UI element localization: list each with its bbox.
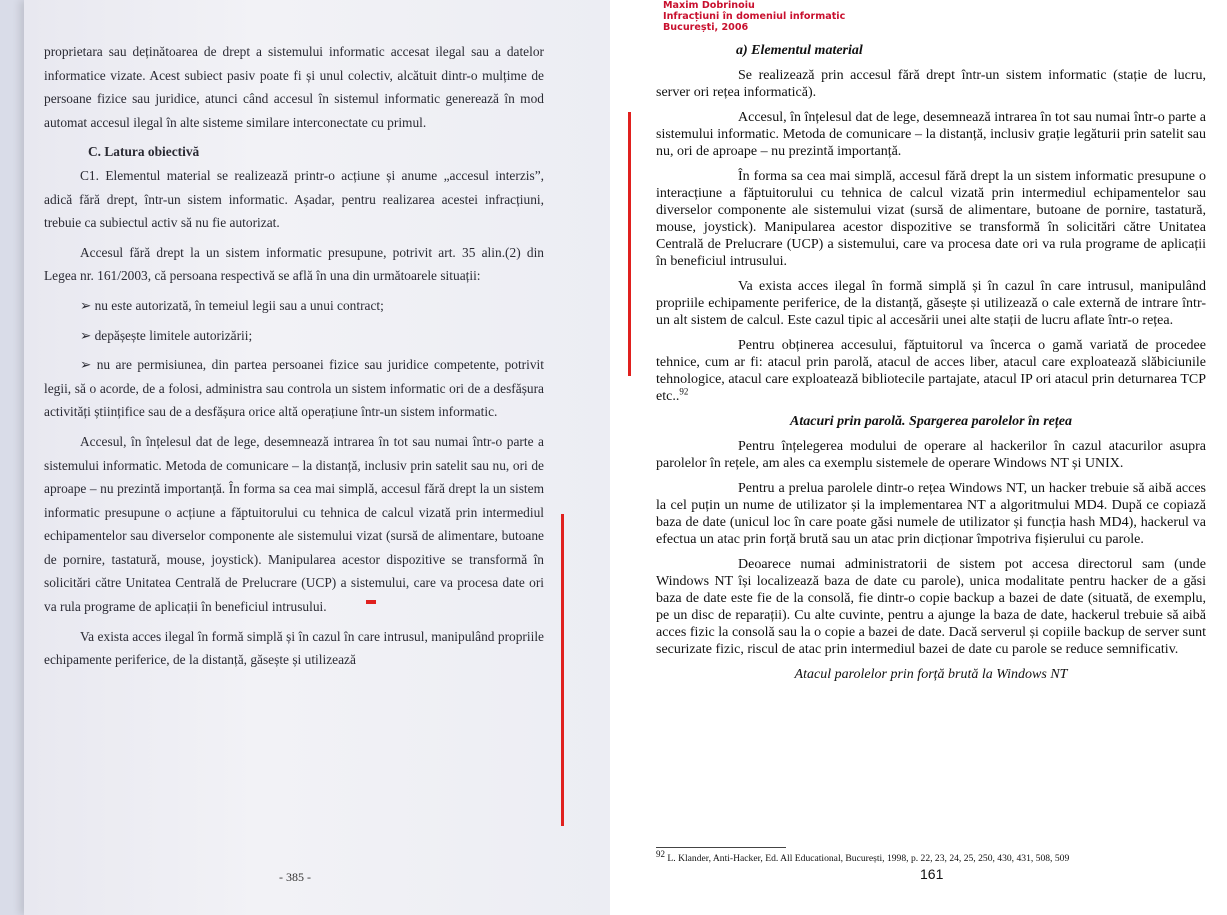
left-paragraph: C1. Elementul material se realizează printr-o acțiune și anume „accesul interzis”, adică fără drept, într-un sistem informatic. Așadar, pentru realizarea acestei infracțiuni, trebuie ca subiectul activ să nu fie autorizat. bbox=[44, 167, 544, 231]
footnote-text: L. Klander, Anti-Hacker, Ed. All Educational, București, 1998, p. 22, 23, 24, 25, 250, 430, 431, 508, 509 bbox=[667, 853, 1070, 864]
footnote bbox=[656, 848, 1216, 864]
paragraph: Va exista acces ilegal în formă simplă și în cazul în care intrusul, manipulând propriile echipamente periferice, de la distanță, găsește și utilizează o cale externă de intrare într-un alt sistem de calcul. Este cazul tipic al accesării unei alte stații de lucru aflate într-o rețea. bbox=[656, 279, 1206, 328]
paragraph: În forma sa cea mai simplă, accesul fără drept la un sistem informatic presupune o interacțiune a făptuitorului cu tehnica de calcul vizată prin intermediul echipamentelor sau diverselor componente ale sistemului vizat (sursă de alimentare, butoane de pornire, tastatură, mouse, joystick). Manipularea acestor dispozitive se transformă în solicitări către Unitatea Centrală de Prelucrare (UCP) a sistemului, care va procesa date ori va rula programe de aplicații în beneficiul intrusului. bbox=[656, 169, 1206, 269]
paragraph: Pentru a prelua parolele dintr-o rețea Windows NT, un hacker trebuie să aibă acces la cel puțin un nume de utilizator și la implementarea NT a algoritmului MD4. După ce copiază baza de date (unicul loc în care poate găsi numele de utilizator și funcția hash MD4), hackerul va efectua un atac prin forță brută sau un atac prin dicționar împotriva fișierului cu parole. bbox=[656, 481, 1206, 547]
red-underline-mark bbox=[366, 600, 376, 604]
left-section-heading: C. Latura obiectivă bbox=[88, 144, 200, 160]
left-page-photo bbox=[0, 0, 610, 915]
red-margin-mark bbox=[628, 112, 631, 376]
left-paragraph: Accesul, în înțelesul dat de lege, desemnează intrarea în tot sau numai într-o parte a sistemului informatic. Metoda de comunicare – la distanță, inclusiv prin satelit sau nu, ori de aproape – nu prezintă importanță. În forma sa cea mai simplă, accesul fără drept la un sistem informatic presupune o acțiune a făptuitorului cu tehnica de calcul vizată prin intermediul echipamentelor sau diverselor componente ale sistemului vizat (sursă de alimentare, butoane de pornire, tastatură, mouse, joystick). Manipularea acestor dispozitive se transformă în solicitări către Unitatea Centrală de Prelucrare (UCP) a sistemului, care va procesa date ori va rula programe de aplicații în beneficiul intrusului. bbox=[44, 433, 544, 615]
left-bullet: ➢ depășește limitele autorizării; bbox=[80, 327, 253, 343]
right-page-text bbox=[656, 42, 1206, 691]
header-place-year: București, 2006 bbox=[663, 22, 749, 33]
left-page-text bbox=[44, 40, 544, 672]
left-paragraph: Accesul fără drept la un sistem informatic presupune, potrivit art. 35 alin.(2) din Legea nr. 161/2003, că persoana respectivă se află în una din următoarele situații: bbox=[44, 244, 544, 284]
left-paragraph: Va exista acces ilegal în formă simplă și în cazul în care intrusul, manipulând propriile echipamente periferice, de la distanță, găsește și utilizează bbox=[44, 628, 544, 668]
right-page bbox=[622, 0, 1227, 915]
left-paragraph: proprietara sau deținătoarea de drept a sistemului informatic accesat ilegal sau a datelor informatice vizate. Acest subiect pasiv poate fi și unul colectiv, alcătuit dintr-o mulțime de persoane fizice sau juridice, atunci când accesul în sistemul informatic generează în mod automat accesul ilegal în alte sisteme similare interconectate cu primul. bbox=[44, 44, 544, 130]
footnote-marker: 92 bbox=[679, 386, 689, 397]
left-bullet: ➢ nu este autorizată, în temeiul legii sau a unui contract; bbox=[80, 297, 384, 313]
left-page-number: - 385 - bbox=[279, 870, 311, 884]
paragraph: Accesul, în înțelesul dat de lege, desemnează intrarea în tot sau numai într-o parte a sistemului informatic. Metoda de comunicare – la distanță, inclusiv grație legăturii prin satelit sau nu, ori de aproape – nu prezintă importanță. bbox=[656, 110, 1206, 159]
section-subtitle: a) Elementul material bbox=[736, 43, 863, 58]
left-bullet: ➢ nu are permisiunea, din partea persoanei fizice sau juridice competente, potrivit legii, să o acorde, de a folosi, administra sau controla un sistem informatic ori de a desfășura activități științifice sau de a desfășura orice altă operațiune într-un sistem informatic. bbox=[44, 357, 544, 420]
section-heading: Atacul parolelor prin forță brută la Windows NT bbox=[794, 667, 1068, 682]
paragraph: Pentru înțelegerea modului de operare al hackerilor în cazul atacurilor asupra parolelor în rețele, am ales ca exemplu sistemele de operare Windows NT și UNIX. bbox=[656, 439, 1206, 471]
paragraph-text: Pentru obținerea accesului, făptuitorul va încerca o gamă variată de procedee tehnice, cum ar fi: atacul prin parolă, atacul de acces liber, atacul care exploatează slăbiciunile tehnologice, atacul care exploatează bibliotecile partajate, atacul IP ori atacul prin deturnarea TCP etc.. bbox=[656, 338, 1206, 404]
footnote-rule bbox=[656, 847, 786, 848]
paragraph: Se realizează prin accesul fără drept într-un sistem informatic (stație de lucru, server ori rețea informatică). bbox=[656, 68, 1206, 100]
paragraph: Deoarece numai administratorii de sistem pot accesa directorul sam (unde Windows NT își localizează baza de date cu parole), unica modalitate pentru hacker de a găsi baza de date este fie de la consolă, fie dintr-o copie backup a bazei de date (situată, de exemplu, pe un disc de reparații). Cu alte cuvinte, pentru a ajunge la baza de date, hackerul trebuie să aibă acces fizic la consolă sau la o copie a bazei de date. Dacă serverul și copiile backup de server sunt securizate fizic, riscul de atac prin intermediul bazei de date cu parole se reduce semnificativ. bbox=[656, 557, 1206, 657]
right-page-number: 161 bbox=[920, 866, 944, 882]
paragraph-with-footnote bbox=[656, 337, 1206, 405]
header-title: Infracțiuni în domeniul informatic bbox=[663, 11, 846, 22]
footnote-number: 92 bbox=[656, 848, 665, 859]
page-gap bbox=[610, 0, 622, 915]
section-heading: Atacuri prin parolă. Spargerea parolelor în rețea bbox=[790, 414, 1072, 429]
red-margin-mark bbox=[561, 514, 564, 826]
document-header bbox=[663, 0, 845, 33]
header-author: Maxim Dobrinoiu bbox=[663, 0, 755, 11]
